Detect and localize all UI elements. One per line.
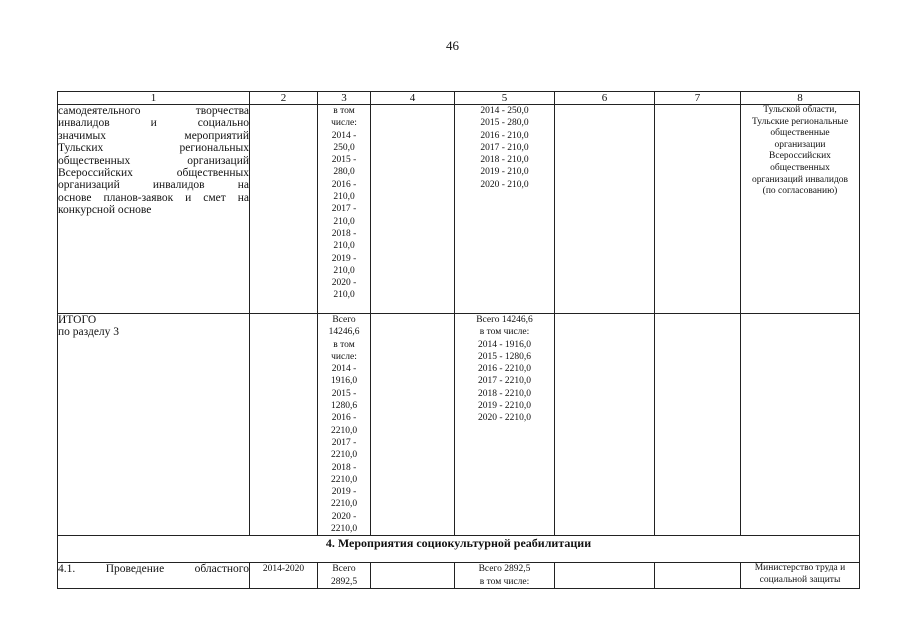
text-line: общественные: [770, 128, 830, 139]
text-line: Тульские региональные: [751, 116, 849, 127]
text-line: Всего: [332, 315, 356, 325]
text-line: 2210,0: [330, 499, 358, 510]
header-col-8: 8: [741, 92, 860, 105]
table-row: [58, 314, 860, 536]
text-line: 2210,0: [330, 474, 358, 485]
text-line: 2892,5: [330, 576, 358, 587]
measure-description: [58, 563, 250, 589]
header-col-3: 3: [318, 92, 371, 105]
funding-total-cell: [318, 105, 371, 314]
text-line: Тульских региональных: [58, 142, 249, 155]
header-col-1: 1: [58, 92, 250, 105]
text-line: 2015 -: [331, 388, 357, 399]
text-line: 2017 - 2210,0: [477, 376, 532, 387]
text-line: в том числе:: [479, 576, 530, 587]
text-line: организации: [774, 139, 826, 150]
header-col-5: 5: [455, 92, 555, 105]
text-line: Тульской области,: [763, 105, 837, 115]
text-line: 2014 -: [331, 130, 357, 141]
text-line: самодеятельного творчества: [58, 105, 249, 117]
text-line: Министерство труда и: [754, 563, 846, 574]
text-line: 1280,6: [330, 401, 358, 412]
empty-cell: [555, 105, 655, 314]
text-line: 14246,6: [328, 327, 360, 338]
text-line: в том: [333, 339, 355, 350]
text-line: числе:: [331, 118, 357, 129]
text-line: 2020 - 2210,0: [477, 413, 532, 424]
text-line: 2014 - 1916,0: [477, 339, 532, 350]
header-col-6: 6: [555, 92, 655, 105]
text-line: 2016 -: [331, 413, 357, 424]
text-line: 2018 -: [331, 228, 357, 239]
empty-cell: [371, 105, 455, 314]
header-col-4: 4: [371, 92, 455, 105]
regional-budget-cell: [455, 105, 555, 314]
funding-total-cell: [318, 563, 371, 589]
measure-description: [58, 105, 250, 314]
text-line: 2017 -: [331, 437, 357, 448]
text-line: социальной защиты: [759, 574, 841, 585]
text-line: 2014 -: [331, 364, 357, 375]
period-cell: [250, 314, 318, 536]
text-line: 2210,0: [330, 425, 358, 436]
empty-cell: [555, 563, 655, 589]
empty-cell: [741, 314, 860, 536]
table-row: [58, 105, 860, 314]
period-cell: 2014-2020: [250, 563, 318, 589]
text-line: 2019 - 210,0: [480, 167, 529, 178]
text-line: 2018 - 210,0: [480, 155, 529, 166]
executor-cell: [741, 563, 860, 589]
text-line: 2014 - 250,0: [480, 106, 529, 116]
text-line: Всероссийских: [769, 151, 831, 162]
table-row: [58, 563, 860, 589]
text-line: 2015 -: [331, 155, 357, 166]
page-number: 46: [446, 38, 459, 53]
funding-total-cell: [318, 314, 371, 536]
text-line: 210,0: [333, 290, 355, 301]
header-col-2: 2: [250, 92, 318, 105]
text-line: общественных: [770, 162, 830, 173]
text-line: 210,0: [333, 265, 355, 276]
text-line: конкурсной основе: [58, 204, 152, 217]
text-line: организаций инвалидов: [751, 174, 849, 185]
text-line: 2210,0: [330, 450, 358, 461]
text-line: организаций инвалидов на: [58, 179, 249, 192]
text-line: 2018 - 2210,0: [477, 388, 532, 399]
text-line: 210,0: [333, 241, 355, 252]
text-line: (по согласованию): [762, 186, 838, 197]
text-line: 2017 -: [331, 204, 357, 215]
empty-cell: [655, 314, 741, 536]
executor-cell: [741, 105, 860, 314]
text-line: по разделу 3: [58, 326, 120, 339]
empty-cell: [371, 314, 455, 536]
text-line: 2018 -: [331, 462, 357, 473]
empty-cell: [555, 314, 655, 536]
text-line: 2015 - 280,0: [480, 118, 529, 129]
table-header-row: [58, 92, 860, 105]
text-line: Всего 2892,5: [478, 564, 531, 575]
text-line: 4.1. Проведение областного: [58, 563, 249, 576]
text-line: 2020 -: [331, 278, 357, 289]
text-line: 2020 -: [331, 511, 357, 522]
text-line: 2016 - 210,0: [480, 130, 529, 141]
text-line: Всероссийских общественных: [58, 167, 249, 180]
empty-cell: [655, 105, 741, 314]
text-line: 280,0: [333, 167, 355, 178]
text-line: значимых мероприятий: [58, 129, 249, 142]
text-line: Всего: [332, 564, 356, 575]
text-line: 210,0: [333, 216, 355, 227]
text-line: 1916,0: [330, 376, 358, 387]
regional-budget-cell: [455, 563, 555, 589]
text-line: общественных организаций: [58, 154, 249, 167]
text-line: 2019 -: [331, 487, 357, 498]
text-line: 210,0: [333, 192, 355, 203]
text-line: 2015 - 1280,6: [477, 351, 532, 362]
text-line: 2019 -: [331, 253, 357, 264]
program-table: [57, 91, 860, 589]
empty-cell: [371, 563, 455, 589]
text-line: 2020 - 210,0: [480, 179, 529, 190]
text-line: 2016 - 2210,0: [477, 364, 532, 375]
period-cell: [250, 105, 318, 314]
text-line: Всего 14246,6: [476, 315, 533, 325]
text-line: 2019 - 2210,0: [477, 401, 532, 412]
text-line: инвалидов и социально: [58, 117, 249, 130]
section-header-row: [58, 536, 860, 563]
text-line: ИТОГО: [58, 314, 97, 326]
regional-budget-cell: [455, 314, 555, 536]
section-title: 4. Мероприятия социокультурной реабилитации: [58, 536, 860, 563]
text-line: 2210,0: [330, 524, 358, 535]
text-line: 250,0: [333, 142, 355, 153]
header-col-7: 7: [655, 92, 741, 105]
text-line: в том числе:: [479, 327, 530, 338]
text-line: 2017 - 210,0: [480, 142, 529, 153]
empty-cell: [655, 563, 741, 589]
text-line: числе:: [331, 351, 357, 362]
text-line: в том: [333, 106, 355, 116]
text-line: основе планов-заявок и смет на: [58, 191, 249, 204]
section-total-label: [58, 314, 250, 536]
text-line: 2016 -: [331, 179, 357, 190]
